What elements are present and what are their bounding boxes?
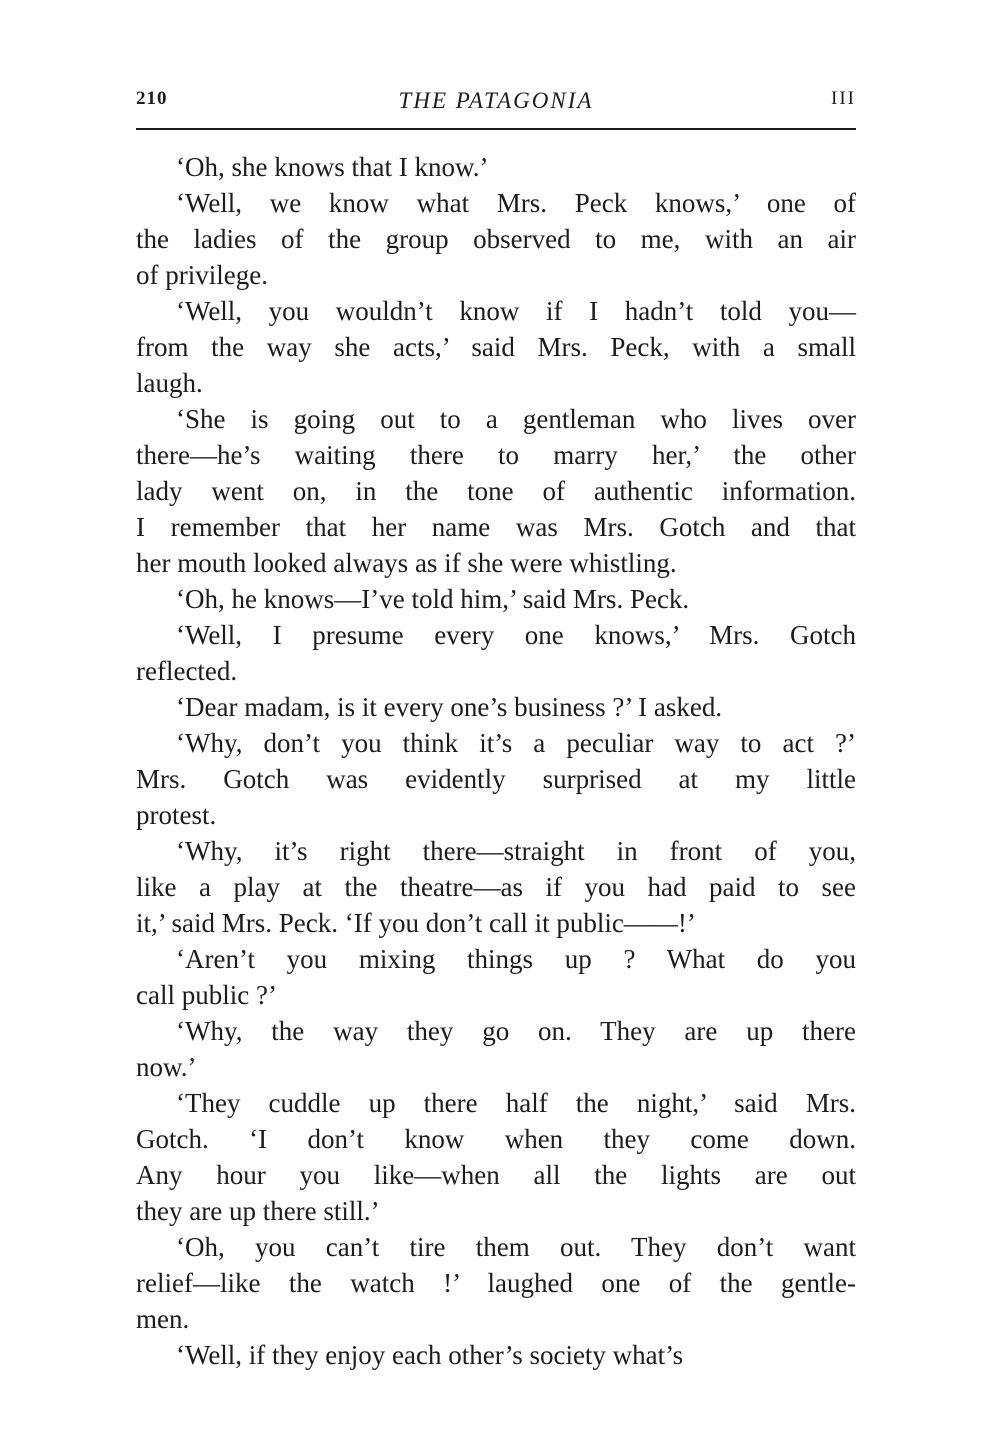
text-line: the ladies of the group observed to me, with an air — [136, 224, 856, 254]
text-line: Any hour you like—when all the lights are out — [136, 1160, 856, 1190]
paragraph — [136, 581, 856, 617]
paragraph — [136, 941, 856, 1013]
text-line: ‘They cuddle up there half the night,’ said Mrs. — [176, 1088, 856, 1118]
text-line: there—he’s waiting there to marry her,’ the other — [136, 440, 856, 470]
text-line: ‘Why, don’t you think it’s a peculiar way to act ?’ — [176, 728, 856, 758]
text-line: ‘Well, I presume every one knows,’ Mrs. Gotch — [176, 620, 856, 650]
paragraph — [136, 617, 856, 689]
text-line: ‘Oh, she knows that I know.’ — [176, 152, 489, 182]
text-line: I remember that her name was Mrs. Gotch and that — [136, 512, 856, 542]
text-line: lady went on, in the tone of authentic information. — [136, 476, 856, 506]
text-line: ‘She is going out to a gentleman who lives over — [176, 404, 856, 434]
text-line: ‘Well, you wouldn’t know if I hadn’t told you— — [176, 296, 856, 326]
text-line: men. — [136, 1304, 190, 1334]
paragraph — [136, 185, 856, 293]
paragraph — [136, 1013, 856, 1085]
text-line: call public ?’ — [136, 980, 277, 1010]
text-line: Gotch. ‘I don’t know when they come down. — [136, 1124, 856, 1154]
paragraph — [136, 149, 856, 185]
text-line: ‘Aren’t you mixing things up ? What do you — [176, 944, 856, 974]
text-line: ‘Why, the way they go on. They are up there — [176, 1016, 856, 1046]
text-line: laugh. — [136, 368, 203, 398]
running-title: THE PATAGONIA — [398, 88, 594, 113]
paragraph — [136, 1229, 856, 1337]
body-text — [136, 149, 856, 1373]
text-line: protest. — [136, 800, 217, 830]
chapter-number: III — [831, 88, 856, 109]
text-line: it,’ said Mrs. Peck. ‘If you don’t call it public——!’ — [136, 908, 696, 938]
paragraph — [136, 725, 856, 833]
text-line: ‘Dear madam, is it every one’s business ?’ I asked. — [176, 692, 723, 722]
text-line: they are up there still.’ — [136, 1196, 380, 1226]
text-line: ‘Oh, he knows—I’ve told him,’ said Mrs. Peck. — [176, 584, 690, 614]
paragraph — [136, 293, 856, 401]
paragraph — [136, 1085, 856, 1229]
text-line: ‘Oh, you can’t tire them out. They don’t want — [176, 1232, 856, 1262]
paragraph — [136, 401, 856, 581]
text-line: ‘Well, we know what Mrs. Peck knows,’ one of — [176, 188, 856, 218]
text-line: reflected. — [136, 656, 238, 686]
paragraph — [136, 1337, 856, 1373]
text-line: Mrs. Gotch was evidently surprised at my little — [136, 764, 856, 794]
text-line: now.’ — [136, 1052, 197, 1082]
header-rule — [136, 128, 856, 130]
text-line: ‘Why, it’s right there—straight in front of you, — [176, 836, 856, 866]
running-head — [136, 88, 856, 118]
paragraph — [136, 833, 856, 941]
paragraph — [136, 689, 856, 725]
text-line: relief—like the watch !’ laughed one of the gentle- — [136, 1268, 856, 1298]
text-line: her mouth looked always as if she were whistling. — [136, 548, 677, 578]
text-line: of privilege. — [136, 260, 268, 290]
page-number: 210 — [136, 88, 168, 109]
text-line: ‘Well, if they enjoy each other’s society what’s — [176, 1340, 684, 1370]
text-line: from the way she acts,’ said Mrs. Peck, with a small — [136, 332, 856, 362]
text-line: like a play at the theatre—as if you had paid to see — [136, 872, 856, 902]
